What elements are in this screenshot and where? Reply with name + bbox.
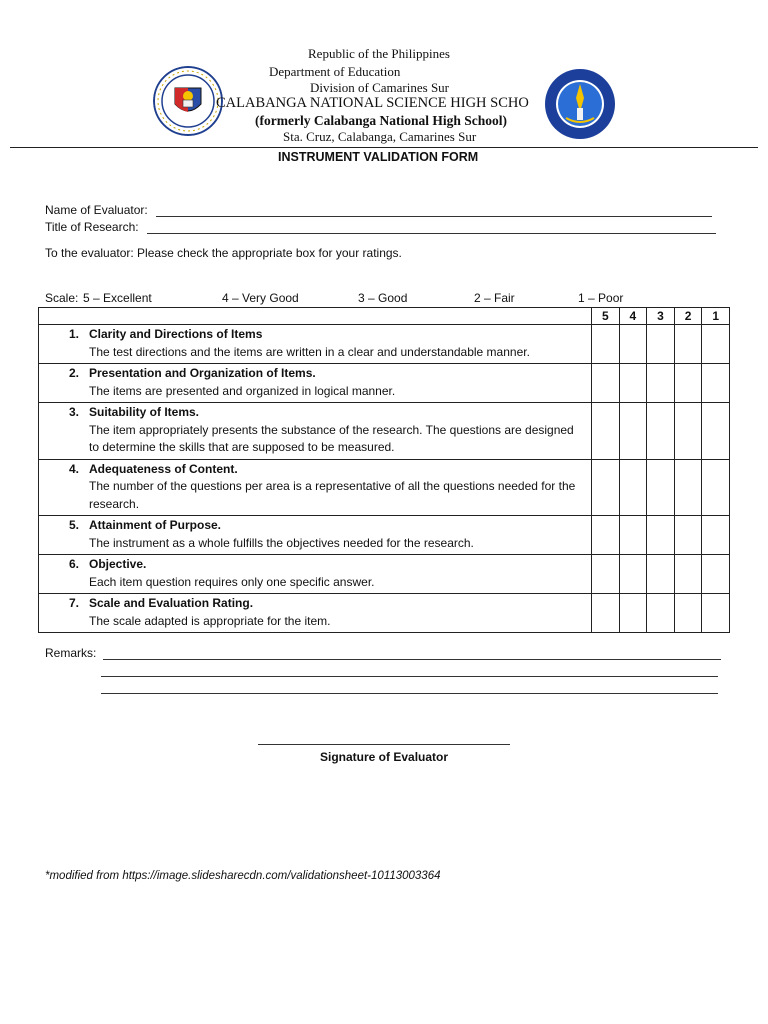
rating-box-3[interactable] [647,364,675,403]
criterion-title: Suitability of Items. [89,405,200,419]
table-row [39,459,730,516]
table-row [39,594,730,633]
remarks-row [45,645,721,660]
school-name: CALABANGA NATIONAL SCIENCE HIGH SCHO [216,95,529,111]
table-row [39,403,730,460]
rating-box-4[interactable] [619,364,647,403]
criterion-cell [39,459,592,516]
rating-box-5[interactable] [592,594,620,633]
criterion-description: The item appropriately presents the substance of the research. The questions are designed to determine the skills that are supposed to be measured. [89,422,574,454]
rating-box-1[interactable] [702,364,730,403]
rating-box-5[interactable] [592,325,620,364]
signature-label: Signature of Evaluator [320,750,449,764]
remarks-label: Remarks: [45,646,97,660]
rating-box-4[interactable] [619,594,647,633]
rating-box-1[interactable] [702,403,730,460]
rating-box-1[interactable] [702,516,730,555]
table-row [39,325,730,364]
rating-box-1[interactable] [702,594,730,633]
rating-box-1[interactable] [702,459,730,516]
department-text: Department of Education [269,64,401,79]
rating-box-4[interactable] [619,516,647,555]
criterion-number: 7. [69,596,80,610]
rating-header-4: 4 [619,308,647,325]
criterion-description: The number of the questions per area is a representative of all the questions needed for the research. [89,479,576,511]
criterion-title: Objective. [89,557,147,571]
remarks-field-line-1[interactable] [103,645,721,660]
rating-box-3[interactable] [647,403,675,460]
criterion-description: The instrument as a whole fulfills the objectives needed for the research. [89,535,474,550]
criterion-title: Attainment of Purpose. [89,518,222,532]
header-divider [10,147,758,148]
table-row [39,516,730,555]
criterion-title: Presentation and Organization of Items. [89,366,316,380]
evaluator-name-field[interactable] [156,202,712,217]
school-seal-logo [544,68,616,140]
scale-very-good: 4 – Very Good [222,291,299,305]
criterion-title: Adequateness of Content. [89,461,238,476]
criteria-header-cell [39,308,592,325]
criterion-description: The items are presented and organized in logical manner. [89,383,396,398]
rating-box-5[interactable] [592,555,620,594]
rating-box-2[interactable] [674,325,702,364]
criterion-cell [39,516,592,555]
rating-box-3[interactable] [647,459,675,516]
research-label: Title of Research: [45,220,139,234]
criterion-description: The scale adapted is appropriate for the item. [89,613,331,628]
rating-box-2[interactable] [674,516,702,555]
table-row [39,555,730,594]
research-row [45,219,716,234]
former-name: (formerly Calabanga National High School) [255,113,507,128]
rating-box-1[interactable] [702,325,730,364]
rating-header-5: 5 [592,308,620,325]
rating-box-4[interactable] [619,459,647,516]
criterion-number: 4. [69,461,80,476]
evaluator-row [45,202,712,217]
rating-header-1: 1 [702,308,730,325]
rating-box-3[interactable] [647,555,675,594]
rating-box-3[interactable] [647,516,675,555]
rating-box-3[interactable] [647,594,675,633]
rating-box-2[interactable] [674,403,702,460]
evaluator-label: Name of Evaluator: [45,203,148,217]
signature-line[interactable] [258,744,510,745]
rating-box-1[interactable] [702,555,730,594]
form-title: INSTRUMENT VALIDATION FORM [278,150,479,164]
rating-header-2: 2 [674,308,702,325]
rating-box-2[interactable] [674,364,702,403]
republic-text: Republic of the Philippines [308,46,450,61]
rating-box-5[interactable] [592,364,620,403]
criterion-title: Scale and Evaluation Rating. [89,596,254,610]
scale-good: 3 – Good [358,291,408,305]
rating-header-row [39,308,730,325]
remarks-field-line-2[interactable] [101,676,718,677]
scale-excellent: 5 – Excellent [83,291,152,305]
criterion-description: The test directions and the items are written in a clear and understandable manner. [89,344,530,359]
scale-label: Scale: [45,291,79,305]
research-title-field[interactable] [147,219,716,234]
scale-poor: 1 – Poor [578,291,624,305]
criterion-number: 6. [69,557,80,571]
remarks-field-line-3[interactable] [101,693,718,694]
table-row [39,364,730,403]
rating-box-5[interactable] [592,516,620,555]
rating-box-3[interactable] [647,325,675,364]
address-text: Sta. Cruz, Calabanga, Camarines Sur [283,129,477,144]
criterion-cell [39,594,592,633]
rating-box-4[interactable] [619,403,647,460]
criterion-cell [39,364,592,403]
instruction-text: To the evaluator: Please check the appropriate box for your ratings. [45,246,402,260]
footnote: *modified from https://image.slidesharecdn.com/validationsheet-10113003364 [45,870,441,882]
criterion-cell [39,325,592,364]
criterion-cell [39,555,592,594]
scale-fair: 2 – Fair [474,291,515,305]
rating-box-5[interactable] [592,403,620,460]
rating-box-4[interactable] [619,555,647,594]
criterion-number: 3. [69,405,80,419]
division-text: Division of Camarines Sur [310,80,450,95]
rating-box-2[interactable] [674,594,702,633]
rating-box-4[interactable] [619,325,647,364]
criterion-cell [39,403,592,460]
criterion-number: 5. [69,518,80,532]
criterion-title: Clarity and Directions of Items [89,327,263,341]
rating-table [38,307,730,633]
rating-box-2[interactable] [674,459,702,516]
criterion-number: 1. [69,327,80,341]
criterion-number: 2. [69,366,80,380]
deped-seal-logo [153,66,223,136]
rating-box-5[interactable] [592,459,620,516]
rating-header-3: 3 [647,308,675,325]
rating-box-2[interactable] [674,555,702,594]
criterion-description: Each item question requires only one specific answer. [89,574,375,589]
